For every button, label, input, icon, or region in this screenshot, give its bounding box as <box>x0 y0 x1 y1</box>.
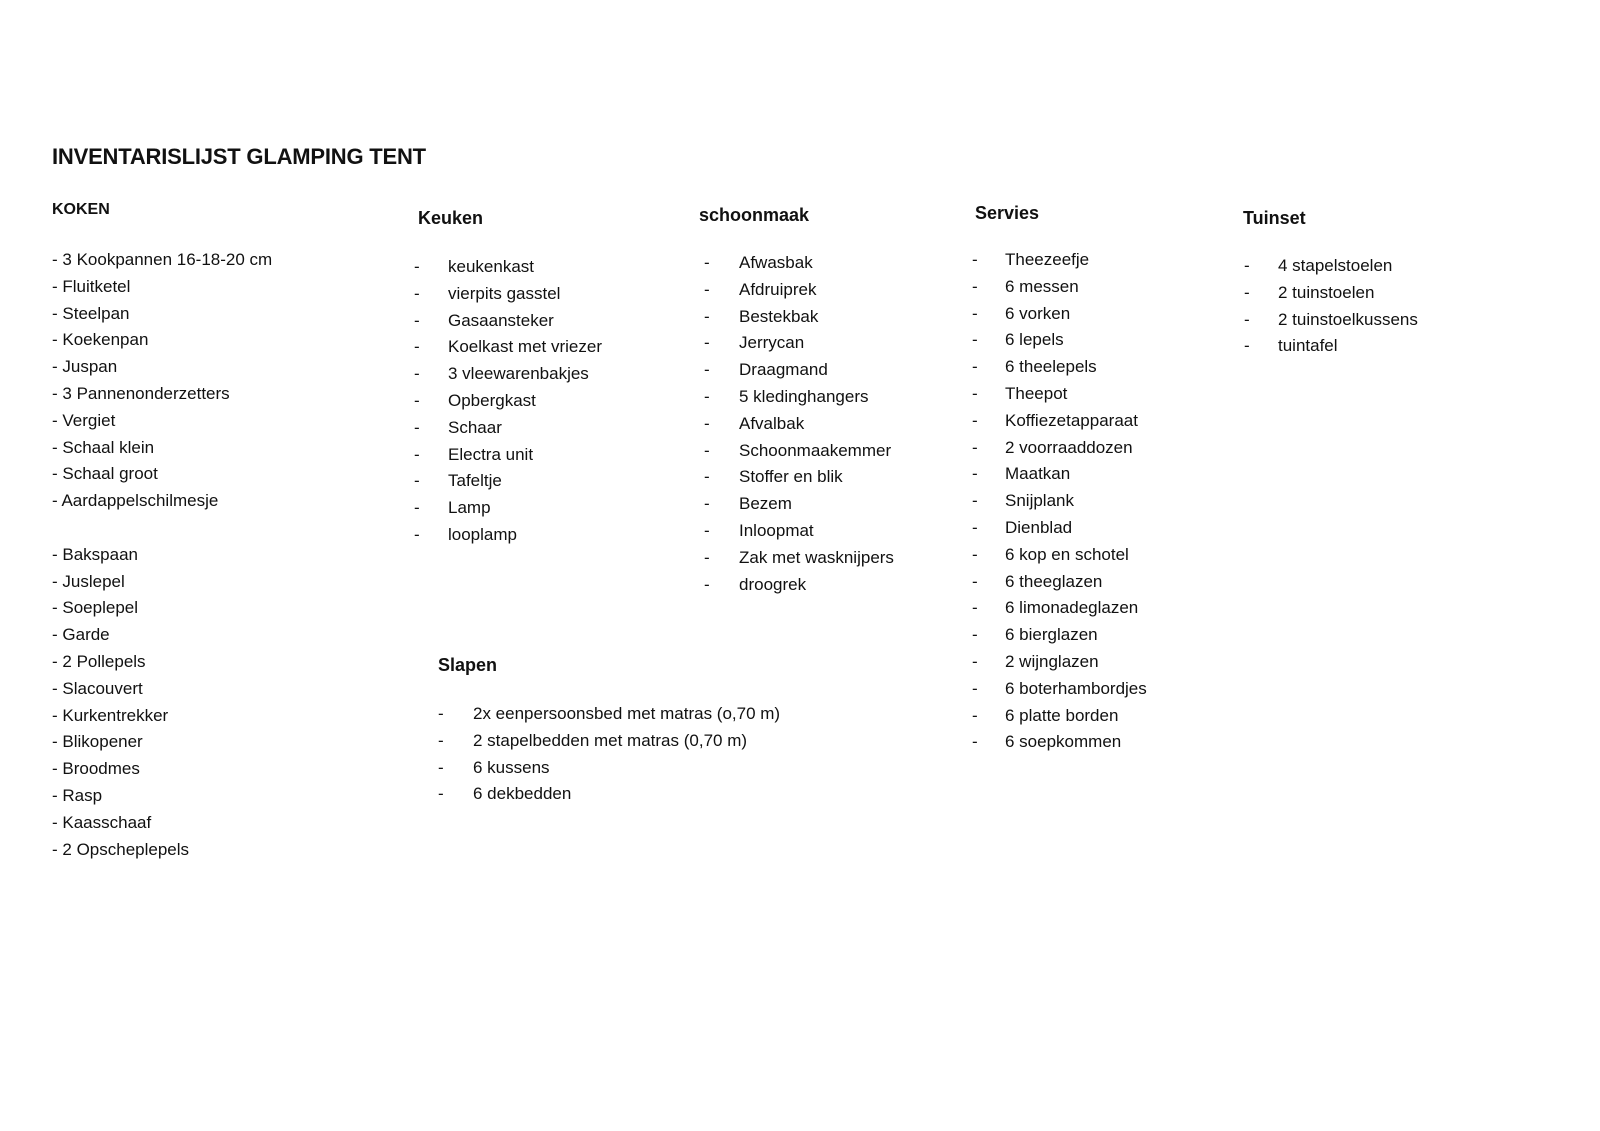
list-item: - 5 kledinghangers <box>704 384 894 411</box>
list-item: - Afdruiprek <box>704 277 894 304</box>
section-servies <box>975 203 1147 756</box>
list-item: - 6 limonadeglazen <box>972 595 1147 622</box>
list-item: - 2x eenpersoonsbed met matras (o,70 m) <box>438 701 780 728</box>
list-spacer <box>52 515 272 542</box>
list-item: - 4 stapelstoelen <box>1244 253 1418 280</box>
list-item: - Lamp <box>414 495 602 522</box>
list-item: - Koelkast met vriezer <box>414 334 602 361</box>
list-item: - Jerrycan <box>704 330 894 357</box>
list-item: - Schaar <box>414 415 602 442</box>
list-item: - 6 kop en schotel <box>972 542 1147 569</box>
section-heading-slapen: Slapen <box>438 655 498 675</box>
list-item: - Blikopener <box>52 729 272 756</box>
list-item: - 6 theeglazen <box>972 569 1147 596</box>
list-item: - 6 bierglazen <box>972 622 1147 649</box>
list-item: - 2 voorraaddozen <box>972 435 1147 462</box>
list-item: - Broodmes <box>52 756 272 783</box>
list-item: - 3 Pannenonderzetters <box>52 381 272 408</box>
list-item: - 6 platte borden <box>972 703 1147 730</box>
list-item: - 2 Pollepels <box>52 649 272 676</box>
list-item: - Afwasbak <box>704 250 894 277</box>
section-heading-koken: KOKEN <box>52 201 110 218</box>
list-item: - Draagmand <box>704 357 894 384</box>
section-heading-schoonmaak: schoonmaak <box>699 205 810 225</box>
list-item: - Stoffer en blik <box>704 464 894 491</box>
list-keuken <box>414 254 602 549</box>
list-item: - looplamp <box>414 522 602 549</box>
section-schoonmaak <box>699 205 894 598</box>
section-keuken <box>418 208 602 549</box>
section-heading-keuken: Keuken <box>418 208 484 228</box>
list-item: - Steelpan <box>52 301 272 328</box>
list-item: - 6 lepels <box>972 327 1147 354</box>
list-item: - Soeplepel <box>52 595 272 622</box>
list-tuinset <box>1244 253 1418 360</box>
list-koken <box>52 247 272 515</box>
list-item: - 6 soepkommen <box>972 729 1147 756</box>
list-item: - Schoonmaakemmer <box>704 438 894 465</box>
list-item: - Fluitketel <box>52 274 272 301</box>
section-heading-tuinset: Tuinset <box>1243 208 1306 228</box>
section-koken <box>52 201 272 863</box>
list-item: - 6 theelepels <box>972 354 1147 381</box>
section-tuinset <box>1243 208 1418 360</box>
section-heading-servies: Servies <box>975 203 1040 223</box>
list-item: - keukenkast <box>414 254 602 281</box>
list-item: - Theezeefje <box>972 247 1147 274</box>
list-item: - Zak met wasknijpers <box>704 545 894 572</box>
list-item: - 3 Kookpannen 16-18-20 cm <box>52 247 272 274</box>
list-item: - Juslepel <box>52 569 272 596</box>
list-item: - droogrek <box>704 572 894 599</box>
list-servies <box>972 247 1147 756</box>
list-item: - 6 dekbedden <box>438 781 780 808</box>
list-item: - 6 vorken <box>972 301 1147 328</box>
list-item: - tuintafel <box>1244 333 1418 360</box>
list-item: - Juspan <box>52 354 272 381</box>
list-item: - Theepot <box>972 381 1147 408</box>
list-item: - 6 messen <box>972 274 1147 301</box>
document-title: INVENTARISLIJST GLAMPING TENT <box>52 144 426 169</box>
list-item: - 6 kussens <box>438 755 780 782</box>
list-item: - Dienblad <box>972 515 1147 542</box>
list-item: - Bakspaan <box>52 542 272 569</box>
list-item: - Aardappelschilmesje <box>52 488 272 515</box>
list-item: - Opbergkast <box>414 388 602 415</box>
list-item: - Schaal groot <box>52 461 272 488</box>
list-item: - Bezem <box>704 491 894 518</box>
list-item: - 2 stapelbedden met matras (0,70 m) <box>438 728 780 755</box>
list-item: - 2 tuinstoelkussens <box>1244 307 1418 334</box>
section-slapen <box>438 655 780 808</box>
list-item: - Kurkentrekker <box>52 703 272 730</box>
list-item: - Inloopmat <box>704 518 894 545</box>
list-item: - Koekenpan <box>52 327 272 354</box>
list-koken-utensils <box>52 542 272 864</box>
list-item: - Garde <box>52 622 272 649</box>
list-item: - Afvalbak <box>704 411 894 438</box>
list-item: - Koffiezetapparaat <box>972 408 1147 435</box>
list-item: - Slacouvert <box>52 676 272 703</box>
list-item: - Bestekbak <box>704 304 894 331</box>
list-item: - 2 Opscheplepels <box>52 837 272 864</box>
list-item: - Kaasschaaf <box>52 810 272 837</box>
list-item: - Rasp <box>52 783 272 810</box>
list-item: - vierpits gasstel <box>414 281 602 308</box>
list-slapen <box>438 701 780 808</box>
list-item: - Electra unit <box>414 442 602 469</box>
list-item: - Schaal klein <box>52 435 272 462</box>
list-item: - 2 wijnglazen <box>972 649 1147 676</box>
list-item: - Snijplank <box>972 488 1147 515</box>
list-item: - 2 tuinstoelen <box>1244 280 1418 307</box>
list-item: - Tafeltje <box>414 468 602 495</box>
list-item: - Maatkan <box>972 461 1147 488</box>
list-item: - Vergiet <box>52 408 272 435</box>
list-item: - 3 vleewarenbakjes <box>414 361 602 388</box>
list-item: - Gasaansteker <box>414 308 602 335</box>
list-schoonmaak <box>704 250 894 598</box>
list-item: - 6 boterhambordjes <box>972 676 1147 703</box>
